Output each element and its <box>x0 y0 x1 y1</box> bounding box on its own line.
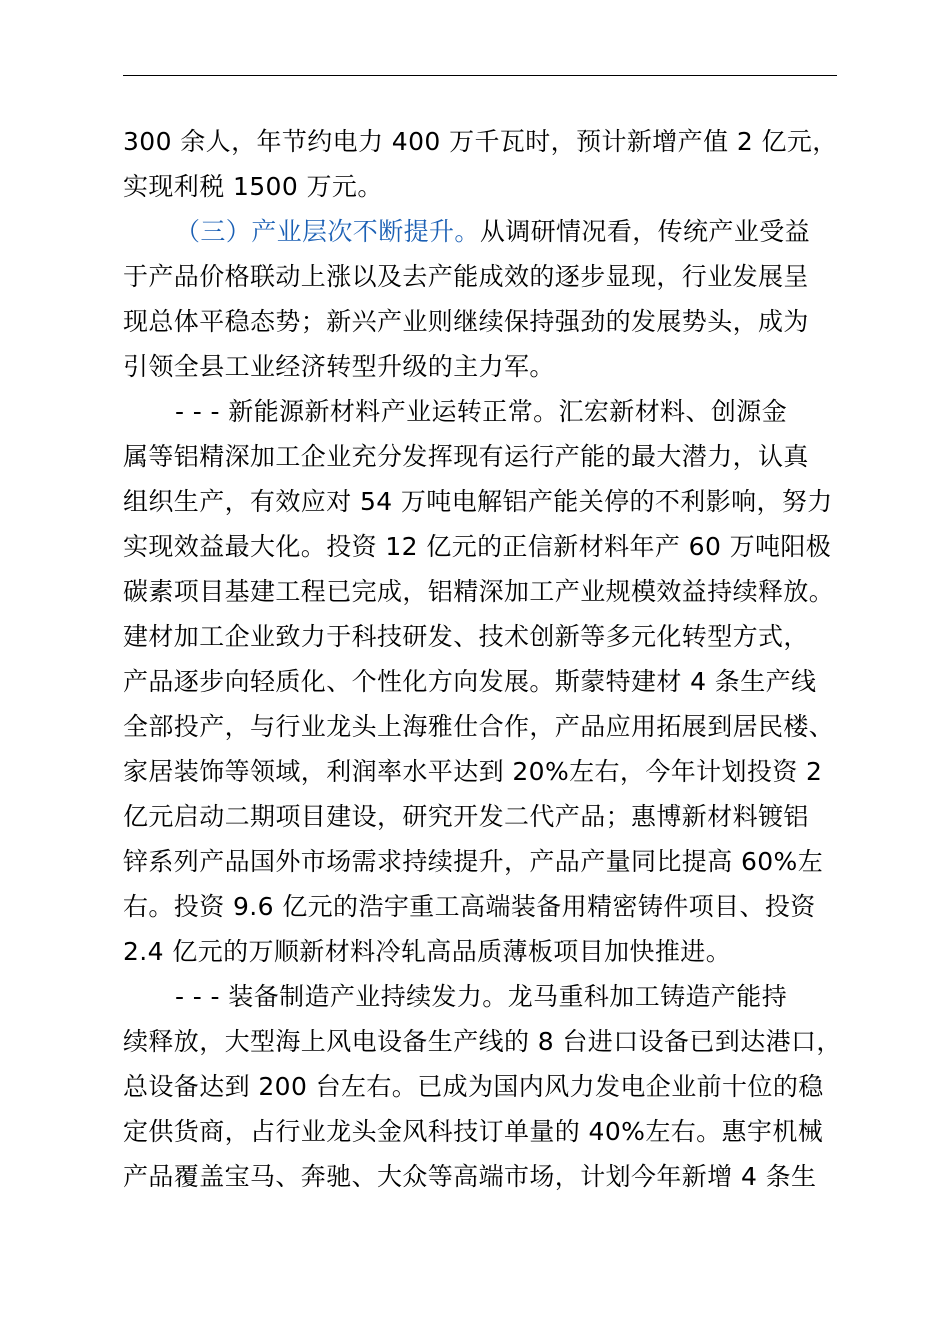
text-line: 总设备达到 200 台左右。已成为国内风力发电企业前十位的稳 <box>123 1072 824 1101</box>
text-line: 实现利税 1500 万元。 <box>123 172 383 201</box>
text-line: 现总体平稳态势；新兴产业则继续保持强劲的发展势头，成为 <box>123 307 809 336</box>
text-line: 亿元启动二期项目建设，研究开发二代产品；惠博新材料镀铝 <box>123 802 809 831</box>
text-line: 家居装饰等领域，利润率水平达到 20%左右，今年计划投资 2 <box>123 757 823 786</box>
text-line: 组织生产，有效应对 54 万吨电解铝产能关停的不利影响，努力 <box>123 487 833 516</box>
text-line: 属等铝精深加工企业充分发挥现有运行产能的最大潜力，认真 <box>123 442 809 471</box>
section-heading: （三）产业层次不断提升。 <box>175 217 480 246</box>
text-line: 右。投资 9.6 亿元的浩宇重工高端装备用精密铸件项目、投资 <box>123 892 816 921</box>
text-line: 碳素项目基建工程已完成，铝精深加工产业规模效益持续释放。 <box>123 577 835 606</box>
section-paragraph-start <box>175 215 810 249</box>
text-line: 续释放，大型海上风电设备生产线的 8 台进口设备已到达港口， <box>123 1027 842 1056</box>
text-line: 300 余人，年节约电力 400 万千瓦时，预计新增产值 2 亿元， <box>123 127 838 156</box>
text-line: 产品覆盖宝马、奔驰、大众等高端市场，计划今年新增 4 条生 <box>123 1162 817 1191</box>
header-rule <box>123 75 837 76</box>
text-line: 产品逐步向轻质化、个性化方向发展。斯蒙特建材 4 条生产线 <box>123 667 817 696</box>
text-line: 锌系列产品国外市场需求持续提升，产品产量同比提高 60%左 <box>123 847 824 876</box>
text-line: - - - 新能源新材料产业运转正常。汇宏新材料、创源金 <box>175 397 788 426</box>
text-line: 从调研情况看，传统产业受益 <box>479 217 811 246</box>
text-line: 实现效益最大化。投资 12 亿元的正信新材料年产 60 万吨阳极 <box>123 532 832 561</box>
text-line: 2.4 亿元的万顺新材料冷轧高品质薄板项目加快推进。 <box>123 937 732 966</box>
text-line: 定供货商，占行业龙头金风科技订单量的 40%左右。惠宇机械 <box>123 1117 824 1146</box>
text-line: 建材加工企业致力于科技研发、技术创新等多元化转型方式， <box>123 622 809 651</box>
text-line: 全部投产，与行业龙头上海雅仕合作，产品应用拓展到居民楼、 <box>123 712 835 741</box>
text-line: 于产品价格联动上涨以及去产能成效的逐步显现，行业发展呈 <box>123 262 809 291</box>
text-line: - - - 装备制造产业持续发力。龙马重科加工铸造产能持 <box>175 982 788 1011</box>
text-line: 引领全县工业经济转型升级的主力军。 <box>123 352 555 381</box>
